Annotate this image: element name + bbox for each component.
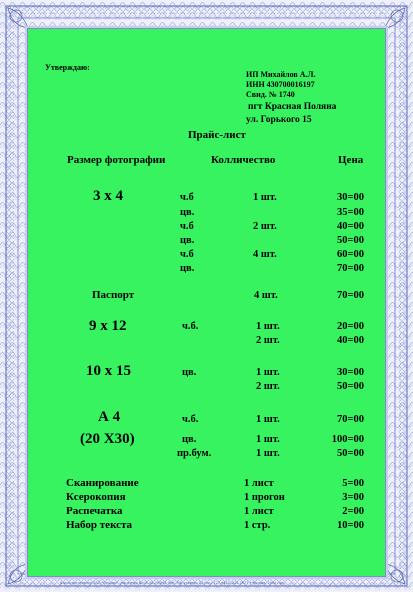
cell-qty: 1 шт. [256,434,280,445]
cell-price: 50=00 [337,235,364,246]
column-header-size: Размер фотографии [67,154,166,166]
passport-price: 70=00 [337,290,364,301]
issuer-name: ИП Михайлов А.Л. [246,70,316,79]
issuer-certificate: Свид. № 1740 [246,90,295,99]
approval-label: Утверждаю: [45,63,90,72]
cell-type: ч.б. [182,321,199,332]
issuer-town: пгт Красная Поляна [248,102,337,112]
cell-price: 70=00 [337,414,364,425]
service-qty: 1 лист [244,506,274,517]
service-label: Распечатка [66,505,123,517]
size-label-10x15: 10 х 15 [86,363,131,379]
cell-type: пр.бум. [177,448,212,459]
cell-qty: 2 шт. [256,335,280,346]
cell-qty: 1 шт. [253,192,277,203]
cell-price: 40=00 [337,335,364,346]
cell-type: ч.б [180,249,194,260]
service-price: 10=00 [337,520,364,531]
cell-type: цв. [182,434,197,445]
service-qty: 1 лист [244,478,274,489]
column-header-price: Цена [338,154,364,166]
passport-label: Паспорт [92,289,135,301]
passport-qty: 4 шт. [254,290,278,301]
cell-price: 35=00 [337,207,364,218]
cell-type: ч.б. [182,414,199,425]
service-qty: 1 стр. [244,520,271,531]
column-header-quantity: Колличество [211,154,276,166]
service-label: Набор текста [66,519,133,531]
size-label-3x4: 3 х 4 [93,188,123,204]
page-title: Прайс-лист [188,129,246,141]
cell-qty: 2 шт. [253,221,277,232]
cell-type: ч.б [180,192,194,203]
cell-type: цв. [180,235,195,246]
cell-price: 60=00 [337,249,364,260]
service-qty: 1 прогон [244,492,285,503]
footer-fine-print: Бланк изготовлен ЗАО "Опцион" (лицензия № 05-05-09/003 ФНС РФ, уровень Б) тел.: 727-4432, 220-7677 • Москва, 2004 год [60,581,284,585]
cell-qty: 1 шт. [256,448,280,459]
cell-qty: 1 шт. [256,321,280,332]
cell-price: 100=00 [331,434,364,445]
service-price: 3=00 [342,492,364,503]
cell-qty: 2 шт. [256,381,280,392]
cell-type: ч.б [180,221,194,232]
issuer-inn: ИНН 430700016197 [246,80,315,89]
issuer-street: ул. Горького 15 [246,115,312,125]
cell-price: 70=00 [337,263,364,274]
cell-price: 40=00 [337,221,364,232]
service-price: 5=00 [342,478,364,489]
cell-price: 20=00 [337,321,364,332]
cell-type: цв. [180,263,195,274]
cell-qty: 1 шт. [256,414,280,425]
cell-price: 30=00 [337,367,364,378]
size-label-9x12: 9 х 12 [89,318,127,334]
size-label-a4-dimensions: (20 Х30) [80,431,135,447]
service-label: Сканирование [66,477,139,489]
cell-price: 30=00 [337,192,364,203]
service-price: 2=00 [342,506,364,517]
service-label: Ксерокопия [66,491,126,503]
cell-price: 50=00 [337,448,364,459]
cell-qty: 4 шт. [253,249,277,260]
cell-type: цв. [180,207,195,218]
cell-type: цв. [182,367,197,378]
cell-qty: 1 шт. [256,367,280,378]
cell-price: 50=00 [337,381,364,392]
size-label-a4: А 4 [98,409,121,425]
